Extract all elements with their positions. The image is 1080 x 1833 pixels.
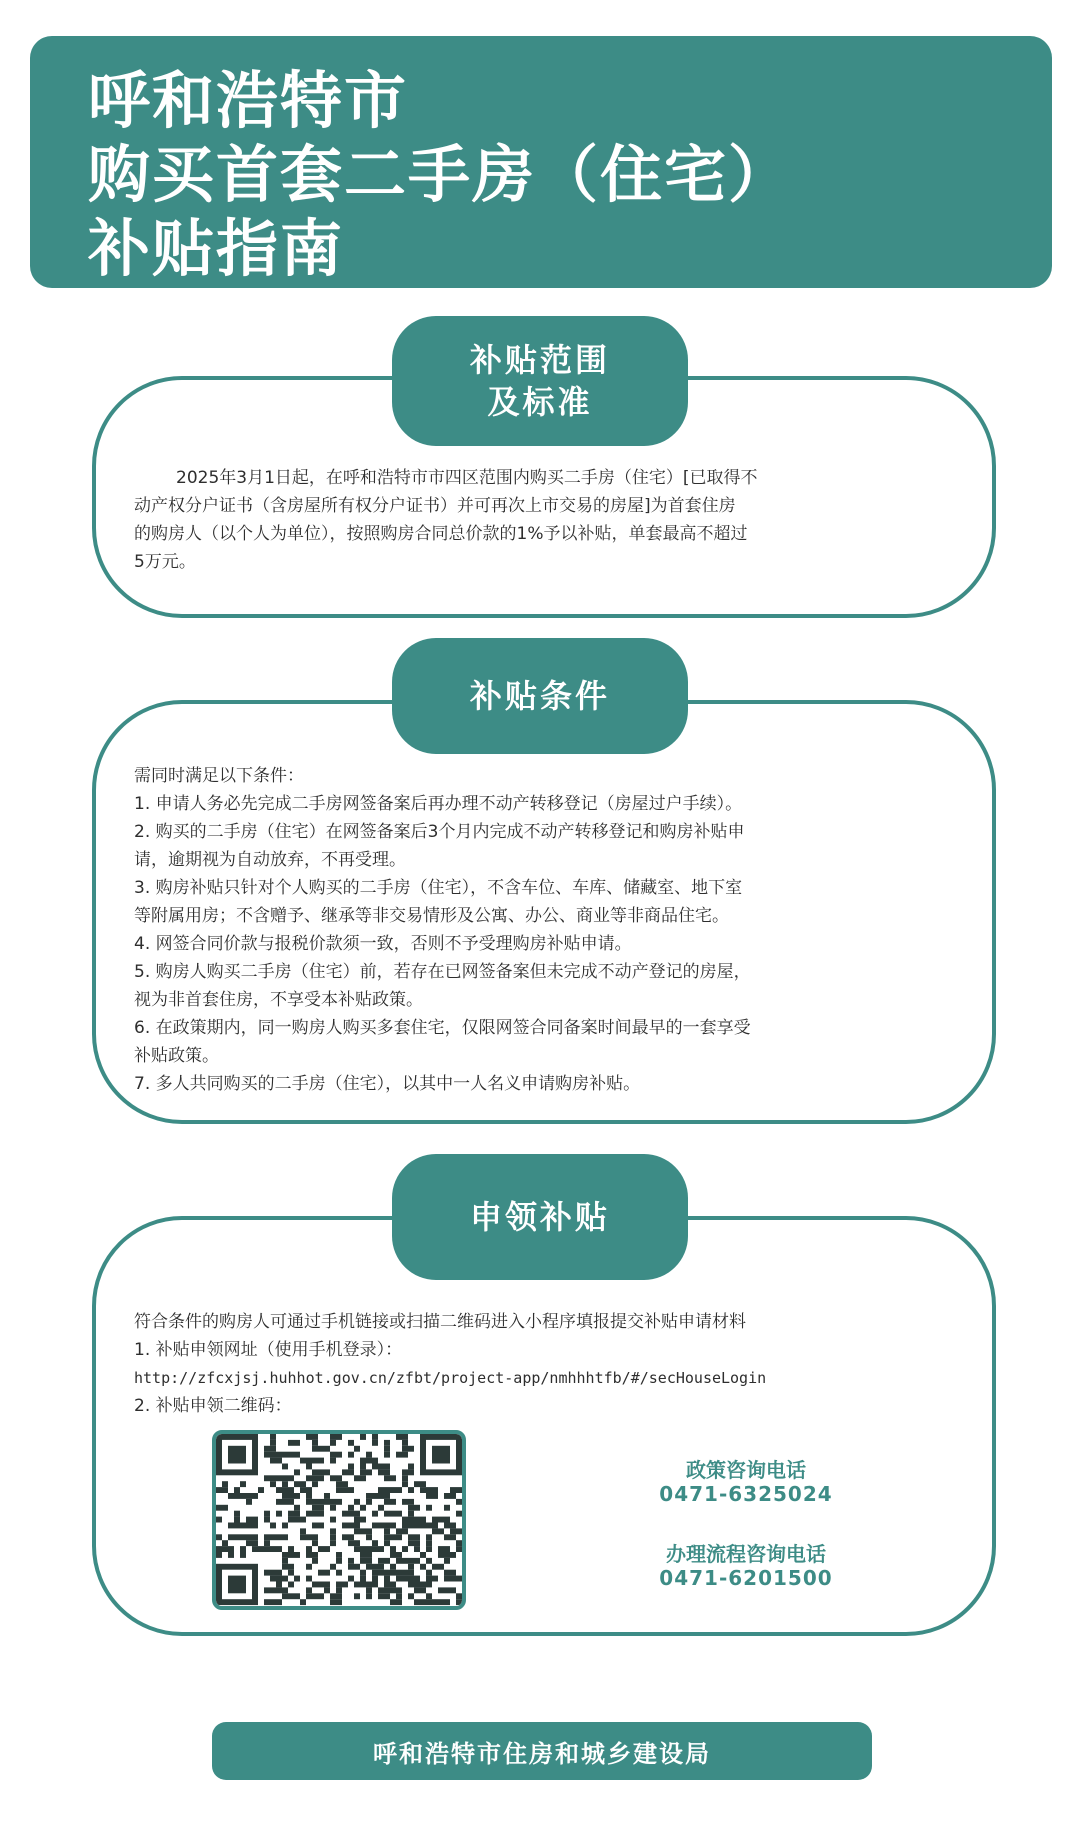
apply-url[interactable]: http://zfcxjsj.huhhot.gov.cn/zfbt/project-app/nmhhhtfb/#/secHouseLogin bbox=[134, 1369, 767, 1387]
issuer-name: 呼和浩特市住房和城乡建设局 bbox=[373, 1739, 711, 1768]
conditions-line-2: 2. 购买的二手房（住宅）在网签备案后3个月内完成不动产转移登记和购房补贴申 bbox=[134, 822, 745, 842]
conditions-line-4: 3. 购房补贴只针对个人购买的二手房（住宅），不含车位、车库、储藏室、地下室 bbox=[134, 878, 743, 898]
conditions-line-9: 6. 在政策期内，同一购房人购买多套住宅，仅限网签合同备案时间最早的一套享受 bbox=[134, 1018, 751, 1038]
apply-heading-text: 申领补贴 bbox=[469, 1198, 610, 1236]
apply-instructions bbox=[134, 1308, 766, 1420]
title-line-1: 呼和浩特市 bbox=[88, 64, 409, 137]
apply-qr-label: 2. 补贴申领二维码： bbox=[134, 1396, 292, 1416]
scope-heading bbox=[392, 316, 688, 446]
conditions-line-7: 5. 购房人购买二手房（住宅）前，若存在已网签备案但未完成不动产登记的房屋， bbox=[134, 962, 751, 982]
scope-paragraph bbox=[134, 464, 758, 576]
apply-intro: 符合条件的购房人可通过手机链接或扫描二维码进入小程序填报提交补贴申请材料 bbox=[134, 1312, 746, 1332]
conditions-intro: 需同时满足以下条件： bbox=[134, 766, 304, 786]
scope-heading-line-2: 及标准 bbox=[487, 383, 593, 421]
contact-process-number[interactable]: 0471-6201500 bbox=[659, 1566, 833, 1590]
conditions-line-1: 1. 申请人务必先完成二手房网签备案后再办理不动产转移登记（房屋过户手续）。 bbox=[134, 794, 743, 814]
conditions-line-6: 4. 网签合同价款与报税价款须一致，否则不予受理购房补贴申请。 bbox=[134, 934, 632, 954]
conditions-line-8: 视为非首套住房，不享受本补贴政策。 bbox=[134, 990, 423, 1010]
scope-line-2: 动产权分户证书（含房屋所有权分户证书）并可再次上市交易的房屋]为首套住房 bbox=[134, 496, 736, 516]
contact-policy-number[interactable]: 0471-6325024 bbox=[659, 1482, 833, 1506]
apply-url-label: 1. 补贴申领网址（使用手机登录）： bbox=[134, 1340, 403, 1360]
page-title bbox=[88, 64, 792, 286]
conditions-line-11: 7. 多人共同购买的二手房（住宅），以其中一人名义申请购房补贴。 bbox=[134, 1074, 641, 1094]
title-line-3: 补贴指南 bbox=[88, 212, 345, 285]
conditions-heading bbox=[392, 638, 688, 754]
scope-line-3: 的购房人（以个人为单位），按照购房合同总价款的1%予以补贴，单套最高不超过 bbox=[134, 524, 748, 544]
header-banner bbox=[30, 36, 1052, 288]
contact-policy-label: 政策咨询电话 bbox=[686, 1458, 806, 1482]
title-line-2: 购买首套二手房（住宅） bbox=[88, 138, 793, 211]
conditions-list bbox=[134, 762, 751, 1098]
conditions-line-5: 等附属用房；不含赠予、继承等非交易情形及公寓、办公、商业等非商品住宅。 bbox=[134, 906, 729, 926]
contact-process-label: 办理流程咨询电话 bbox=[666, 1542, 826, 1566]
scope-line-4: 5万元。 bbox=[134, 552, 196, 572]
qr-code-frame[interactable] bbox=[212, 1430, 466, 1610]
scope-line-1: 2025年3月1日起，在呼和浩特市市四区范围内购买二手房（住宅）[已取得不 bbox=[176, 468, 758, 488]
issuer-footer bbox=[212, 1722, 872, 1780]
scope-heading-line-1: 补贴范围 bbox=[469, 341, 610, 379]
conditions-line-10: 补贴政策。 bbox=[134, 1046, 219, 1066]
qr-code[interactable] bbox=[216, 1434, 462, 1606]
conditions-line-3: 请，逾期视为自动放弃，不再受理。 bbox=[134, 850, 406, 870]
apply-heading bbox=[392, 1154, 688, 1280]
conditions-heading-text: 补贴条件 bbox=[469, 677, 610, 715]
